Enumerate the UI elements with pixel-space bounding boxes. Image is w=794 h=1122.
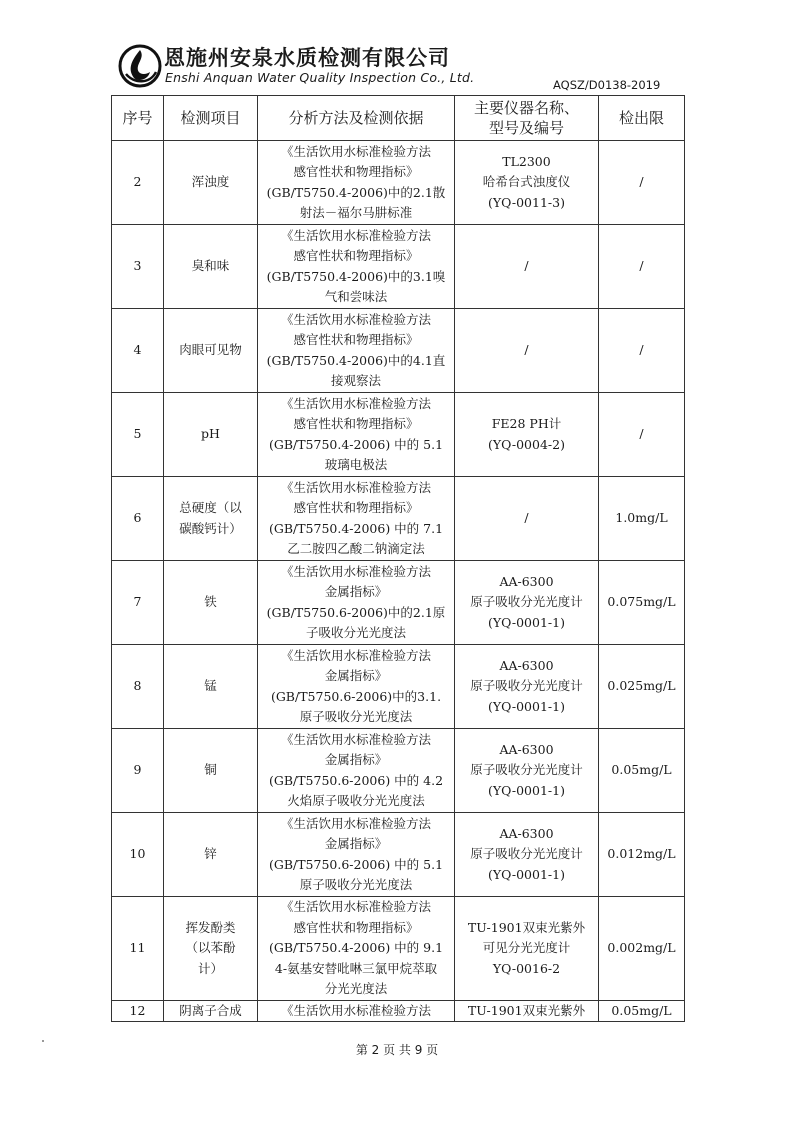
cell-limit: / bbox=[599, 393, 685, 477]
table-row bbox=[112, 645, 685, 729]
cell-instrument bbox=[455, 141, 599, 225]
cell-no: 4 bbox=[112, 309, 164, 393]
cell-method-line: 气和尝味法 bbox=[324, 289, 388, 304]
cell-method-line: (GB/T5750.4-2006)中的3.1嗅 bbox=[266, 268, 446, 284]
cell-limit: 0.075mg/L bbox=[599, 561, 685, 645]
cell-item-line: pH bbox=[201, 426, 220, 442]
cell-method-line: 感官性状和物理指标》 bbox=[293, 416, 419, 431]
cell-instrument-line: 可见分光光度计 bbox=[482, 940, 571, 955]
cell-item-line: 肉眼可见物 bbox=[179, 342, 242, 358]
cell-item-line: 总硬度（以 bbox=[179, 500, 242, 515]
cell-method-line: 金属指标》 bbox=[324, 584, 388, 599]
cell-instrument-line: (YQ-0004-2) bbox=[488, 436, 565, 452]
table-row bbox=[112, 393, 685, 477]
cell-no: 6 bbox=[112, 477, 164, 561]
inspection-method-table bbox=[111, 95, 685, 1022]
cell-method-line: (GB/T5750.4-2006)中的2.1散 bbox=[266, 184, 446, 200]
cell-limit: 0.012mg/L bbox=[599, 813, 685, 897]
cell-no: 8 bbox=[112, 645, 164, 729]
cell-item-line: 挥发酚类 bbox=[185, 919, 236, 935]
table-header-row bbox=[112, 96, 685, 141]
cell-method bbox=[258, 897, 455, 1001]
table-row bbox=[112, 141, 685, 225]
cell-method-line: (GB/T5750.6-2006) 中的 5.1 bbox=[268, 856, 444, 872]
cell-instrument-line: 原子吸收分光光度计 bbox=[470, 678, 583, 694]
cell-method bbox=[258, 393, 455, 477]
cell-method-line: 感官性状和物理指标》 bbox=[293, 919, 419, 935]
header-item: 检测项目 bbox=[164, 96, 258, 141]
cell-method-line: 《生活饮用水标准检验方法 bbox=[280, 1002, 431, 1018]
cell-method bbox=[258, 309, 455, 393]
cell-instrument-line: / bbox=[524, 342, 529, 358]
cell-method bbox=[258, 813, 455, 897]
cell-method-line: 玻璃电极法 bbox=[324, 457, 388, 472]
cell-method-line: 火焰原子吸收分光光度法 bbox=[287, 793, 425, 808]
cell-instrument bbox=[455, 477, 599, 561]
cell-instrument-line: AA-6300 bbox=[499, 573, 554, 589]
cell-instrument-line: 原子吸收分光光度计 bbox=[470, 762, 583, 778]
cell-instrument-line: AA-6300 bbox=[499, 657, 554, 673]
cell-method-line: 感官性状和物理指标》 bbox=[293, 248, 419, 263]
cell-instrument bbox=[455, 813, 599, 897]
cell-method-line: 《生活饮用水标准检验方法 bbox=[280, 227, 431, 243]
cell-method-line: 金属指标》 bbox=[324, 836, 388, 851]
cell-method-line: (GB/T5750.4-2006)中的4.1直 bbox=[266, 352, 446, 368]
cell-no: 11 bbox=[112, 897, 164, 1001]
document-code: AQSZ/D0138-2019 bbox=[553, 78, 661, 92]
table-body bbox=[112, 141, 685, 1022]
cell-instrument bbox=[455, 561, 599, 645]
cell-instrument-line: / bbox=[524, 510, 529, 526]
table-row bbox=[112, 225, 685, 309]
cell-item bbox=[164, 393, 258, 477]
cell-no: 9 bbox=[112, 729, 164, 813]
header-instrument-line: 型号及编号 bbox=[488, 119, 564, 137]
cell-instrument bbox=[455, 225, 599, 309]
cell-instrument-line: AA-6300 bbox=[499, 741, 554, 757]
cell-instrument-line: / bbox=[524, 258, 529, 274]
cell-instrument-line: FE28 PH计 bbox=[491, 416, 562, 431]
cell-method-line: 《生活饮用水标准检验方法 bbox=[280, 311, 431, 327]
cell-instrument-line: TU-1901双束光紫外 bbox=[467, 919, 586, 935]
table-row bbox=[112, 1000, 685, 1022]
table-row bbox=[112, 813, 685, 897]
table-row bbox=[112, 561, 685, 645]
cell-method-line: 感官性状和物理指标》 bbox=[293, 332, 419, 347]
header-instrument-line: 主要仪器名称、 bbox=[473, 99, 579, 117]
cell-method-line: 金属指标》 bbox=[324, 752, 388, 767]
cell-method-line: (GB/T5750.6-2006)中的2.1原 bbox=[266, 604, 446, 620]
cell-instrument-line: AA-6300 bbox=[499, 825, 554, 841]
cell-method bbox=[258, 729, 455, 813]
cell-no: 10 bbox=[112, 813, 164, 897]
cell-item bbox=[164, 225, 258, 309]
cell-method-line: 《生活饮用水标准检验方法 bbox=[280, 647, 431, 663]
cell-limit: / bbox=[599, 225, 685, 309]
cell-item-line: （以苯酚 bbox=[185, 940, 236, 955]
cell-method-line: 接观察法 bbox=[330, 373, 381, 388]
cell-item-line: 臭和味 bbox=[191, 258, 230, 274]
table-row bbox=[112, 729, 685, 813]
cell-item bbox=[164, 813, 258, 897]
company-name-en: Enshi Anquan Water Quality Inspection Co., Ltd. bbox=[165, 70, 475, 85]
table-row bbox=[112, 309, 685, 393]
cell-instrument-line: TL2300 bbox=[502, 153, 551, 169]
cell-method-line: (GB/T5750.4-2006) 中的 7.1 bbox=[268, 520, 444, 536]
cell-item-line: 锰 bbox=[204, 678, 217, 694]
cell-limit: 1.0mg/L bbox=[599, 477, 685, 561]
cell-method-line: 《生活饮用水标准检验方法 bbox=[280, 563, 431, 579]
cell-method bbox=[258, 561, 455, 645]
cell-no: 12 bbox=[112, 1000, 164, 1022]
page-number: 第 2 页 共 9 页 bbox=[355, 1043, 439, 1057]
table-row bbox=[112, 897, 685, 1001]
cell-item bbox=[164, 477, 258, 561]
cell-instrument bbox=[455, 309, 599, 393]
cell-limit: / bbox=[599, 309, 685, 393]
cell-item-line: 铜 bbox=[204, 762, 217, 778]
water-drop-logo bbox=[118, 44, 162, 88]
cell-item-line: 铁 bbox=[204, 594, 217, 610]
cell-item bbox=[164, 645, 258, 729]
header-limit: 检出限 bbox=[599, 96, 685, 141]
cell-instrument-line: (YQ-0001-1) bbox=[488, 866, 565, 882]
cell-method-line: (GB/T5750.4-2006) 中的 9.1 bbox=[268, 940, 444, 955]
cell-item-line: 碳酸钙计） bbox=[179, 520, 242, 536]
cell-method-line: 射法－福尔马肼标准 bbox=[299, 205, 413, 220]
cell-item bbox=[164, 897, 258, 1001]
cell-instrument bbox=[455, 1000, 599, 1022]
cell-limit: 0.05mg/L bbox=[599, 1000, 685, 1022]
cell-instrument-line: (YQ-0001-1) bbox=[488, 698, 565, 714]
cell-method bbox=[258, 477, 455, 561]
cell-method bbox=[258, 645, 455, 729]
cell-method-line: 4-氨基安替吡啉三氯甲烷萃取 bbox=[274, 960, 438, 976]
cell-item-line: 锌 bbox=[204, 846, 217, 862]
header-no: 序号 bbox=[112, 96, 164, 141]
cell-method-line: 《生活饮用水标准检验方法 bbox=[280, 395, 431, 411]
company-name-cn: 恩施州安泉水质检测有限公司 bbox=[164, 45, 450, 70]
cell-method-line: 《生活饮用水标准检验方法 bbox=[280, 143, 431, 159]
cell-method-line: 《生活饮用水标准检验方法 bbox=[280, 899, 431, 914]
cell-item bbox=[164, 141, 258, 225]
cell-instrument bbox=[455, 645, 599, 729]
cell-item bbox=[164, 309, 258, 393]
cell-item bbox=[164, 729, 258, 813]
cell-no: 7 bbox=[112, 561, 164, 645]
cell-method-line: 原子吸收分光光度法 bbox=[299, 877, 413, 892]
cell-item bbox=[164, 1000, 258, 1022]
cell-method-line: 金属指标》 bbox=[324, 668, 388, 683]
cell-no: 3 bbox=[112, 225, 164, 309]
table-row bbox=[112, 477, 685, 561]
cell-item bbox=[164, 561, 258, 645]
cell-item-line: 浑浊度 bbox=[191, 174, 230, 190]
cell-method-line: 《生活饮用水标准检验方法 bbox=[280, 731, 431, 747]
cell-instrument bbox=[455, 897, 599, 1001]
cell-instrument bbox=[455, 729, 599, 813]
cell-method-line: 子吸收分光光度法 bbox=[305, 625, 406, 640]
cell-no: 5 bbox=[112, 393, 164, 477]
cell-instrument-line: TU-1901双束光紫外 bbox=[467, 1002, 586, 1018]
cell-method-line: 感官性状和物理指标》 bbox=[293, 164, 419, 179]
cell-instrument-line: 原子吸收分光光度计 bbox=[470, 846, 583, 862]
cell-method-line: 感官性状和物理指标》 bbox=[293, 500, 419, 515]
cell-method-line: (GB/T5750.4-2006) 中的 5.1 bbox=[268, 436, 444, 452]
cell-item-line: 计） bbox=[197, 960, 223, 976]
cell-instrument-line: 原子吸收分光光度计 bbox=[470, 594, 583, 610]
cell-item-line: 阴离子合成 bbox=[179, 1002, 242, 1018]
cell-limit: 0.025mg/L bbox=[599, 645, 685, 729]
cell-method-line: 乙二胺四乙酸二钠滴定法 bbox=[287, 541, 425, 556]
cell-method-line: (GB/T5750.6-2006)中的3.1. bbox=[270, 688, 442, 704]
cell-method-line: 原子吸收分光光度法 bbox=[299, 709, 413, 724]
cell-instrument-line: (YQ-0001-1) bbox=[488, 614, 565, 630]
header-method: 分析方法及检测依据 bbox=[258, 96, 455, 141]
cell-limit: 0.05mg/L bbox=[599, 729, 685, 813]
cell-instrument-line: (YQ-0001-1) bbox=[488, 782, 565, 798]
cell-instrument-line: YQ-0016-2 bbox=[492, 960, 561, 976]
cell-method-line: 《生活饮用水标准检验方法 bbox=[280, 815, 431, 831]
cell-limit: 0.002mg/L bbox=[599, 897, 685, 1001]
cell-method-line: 《生活饮用水标准检验方法 bbox=[280, 479, 431, 495]
cell-no: 2 bbox=[112, 141, 164, 225]
cell-limit: / bbox=[599, 141, 685, 225]
cell-instrument bbox=[455, 393, 599, 477]
cell-instrument-line: (YQ-0011-3) bbox=[488, 194, 565, 210]
cell-method-line: 分光光度法 bbox=[324, 981, 388, 996]
cell-instrument-line: 哈希台式浊度仪 bbox=[482, 174, 571, 190]
cell-method-line: (GB/T5750.6-2006) 中的 4.2 bbox=[268, 772, 444, 788]
cell-method bbox=[258, 1000, 455, 1022]
cell-method bbox=[258, 225, 455, 309]
cell-method bbox=[258, 141, 455, 225]
header-instrument bbox=[455, 96, 599, 141]
